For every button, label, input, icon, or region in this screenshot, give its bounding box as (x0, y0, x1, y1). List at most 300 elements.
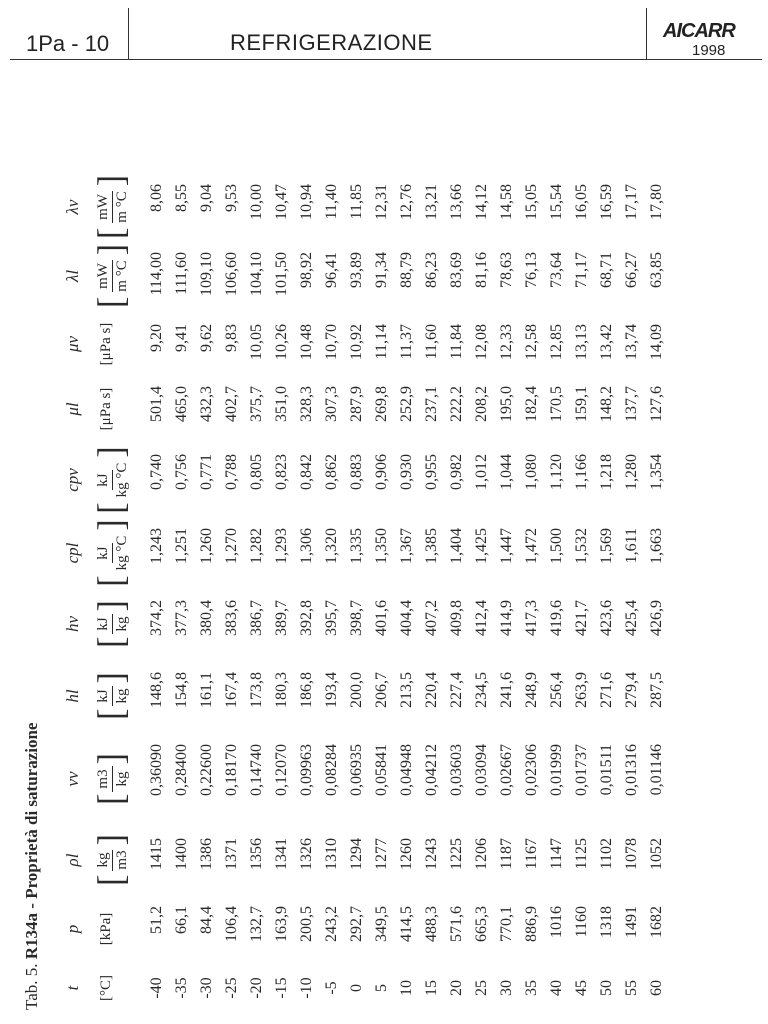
table-caption (22, 723, 42, 1010)
table-cell: 55 (623, 980, 640, 996)
unit-numerator: kJ (94, 686, 113, 705)
table-cell: 1,569 (598, 528, 615, 564)
table-cell: 1,425 (473, 528, 490, 564)
table-cell: 173,8 (248, 672, 265, 708)
table-cell: 1,044 (498, 454, 515, 490)
table-cell: 20 (448, 980, 465, 996)
table-cell: 186,8 (298, 672, 315, 708)
table-cell: 1,663 (648, 528, 665, 564)
table-cell: 386,7 (248, 600, 265, 636)
column-symbol: ρl (63, 853, 82, 867)
table-cell: 1,472 (523, 528, 540, 564)
table-cell: 9,04 (198, 184, 215, 212)
table-cell: 11,14 (373, 324, 390, 360)
column-values (144, 174, 669, 240)
table-cell: 1400 (173, 838, 190, 870)
table-cell: 0,862 (323, 454, 340, 490)
column-symbol: cpv (63, 468, 82, 492)
table-cell: 423,6 (598, 600, 615, 636)
table-cell: 200,0 (348, 672, 365, 708)
column-values (144, 376, 669, 442)
table-cell: 180,3 (273, 672, 290, 708)
table-cell: 9,53 (223, 184, 240, 212)
table-cell: 252,9 (398, 386, 415, 422)
table-cell: 161,1 (198, 672, 215, 708)
table-cell: 0,788 (223, 454, 240, 490)
column-values (144, 662, 669, 730)
unit-denominator: m °C (113, 191, 130, 223)
column-symbol: hv (63, 615, 82, 633)
table-cell: 1,166 (573, 454, 590, 490)
table-cell: 40 (548, 980, 565, 996)
table-cell: 1,404 (448, 528, 465, 564)
table-cell: 1,080 (523, 454, 540, 490)
table-cell: 148,6 (148, 672, 165, 708)
table-cell: 0,805 (248, 454, 265, 490)
table-cell: 14,12 (473, 184, 490, 220)
table-cell: 0,01316 (623, 744, 640, 796)
unit-numerator: kg (94, 850, 113, 871)
table-cell: 1,611 (623, 528, 640, 564)
table-cell: 127,6 (648, 386, 665, 422)
table-cell: 402,7 (223, 386, 240, 422)
table-cell: 1294 (348, 838, 365, 870)
table-cell: 1160 (573, 906, 590, 938)
column-unit (92, 966, 136, 1010)
column-unit: [ kg m3 ] (91, 834, 132, 886)
table-cell: 241,6 (498, 672, 515, 708)
table-cell: 84,4 (198, 906, 215, 934)
table-cell: 1,218 (598, 454, 615, 490)
table-cell: 137,7 (623, 386, 640, 422)
table-cell: 1277 (373, 838, 390, 870)
unit-denominator: m3 (113, 850, 130, 870)
column-values (144, 518, 669, 588)
table-cell: -25 (223, 977, 240, 999)
table-cell: 109,10 (198, 252, 215, 296)
table-cell: -20 (248, 977, 265, 999)
table-cell: 665,3 (473, 906, 490, 942)
table-cell: 1,367 (398, 528, 415, 564)
table-cell: 11,37 (398, 324, 415, 360)
table-cell: 269,8 (373, 386, 390, 422)
table-cell: 0,08284 (323, 744, 340, 796)
table-cell: 501,4 (148, 386, 165, 422)
table-cell: 1,260 (198, 528, 215, 564)
table-cell: 10,00 (248, 184, 265, 220)
table-cell: 1016 (548, 906, 565, 938)
table-cell: 0,906 (373, 454, 390, 490)
table-cell: 292,7 (348, 906, 365, 942)
table-cell: 111,60 (173, 252, 190, 295)
table-cell: 0,982 (448, 454, 465, 490)
table-cell: 1147 (548, 838, 565, 870)
table-cell: 571,6 (448, 906, 465, 942)
column-symbol: μv (63, 335, 82, 353)
table-cell: 0,02306 (523, 744, 540, 796)
table-cell: 98,92 (298, 252, 315, 288)
table-cell: 10,05 (248, 324, 265, 360)
table-cell: 88,79 (398, 252, 415, 288)
unit-numerator: m3 (94, 766, 113, 791)
table-cell: 1260 (398, 838, 415, 870)
column-values (144, 966, 669, 1010)
table-cell: 0,18170 (223, 744, 240, 796)
table-cell: 248,9 (523, 672, 540, 708)
table-cell: 0,01737 (573, 744, 590, 796)
table-cell: 10,48 (298, 324, 315, 360)
section-title: REFRIGERAZIONE (230, 30, 433, 55)
column-symbol: cpl (63, 542, 82, 564)
column-unit: [ kJ kg °C ] (91, 519, 132, 587)
column-values (144, 444, 669, 516)
table-cell: 16,59 (598, 184, 615, 220)
column-values (144, 734, 669, 824)
table-cell: 35 (523, 980, 540, 996)
caption-title: R134a - Proprietà di saturazione (22, 722, 41, 960)
table-cell: 0,03094 (473, 744, 490, 796)
table-cell: 1,243 (148, 528, 165, 564)
table-cell: 11,84 (448, 324, 465, 360)
table-cell: 263,9 (573, 672, 590, 708)
table-cell: -10 (298, 977, 315, 999)
table-cell: 0,842 (298, 454, 315, 490)
table-cell: 76,13 (523, 252, 540, 288)
table-cell: 208,2 (473, 386, 490, 422)
unit-numerator: mW (94, 260, 113, 292)
table-cell: 11,85 (348, 184, 365, 220)
table-cell: 8,06 (148, 184, 165, 212)
table-cell: 106,4 (223, 906, 240, 942)
column-symbol: μl (63, 402, 82, 416)
table-cell: 154,8 (173, 672, 190, 708)
column-values (144, 896, 669, 962)
unit-numerator: kJ (94, 614, 113, 633)
unit-label: [μPa s] (98, 322, 114, 366)
column-unit: [ kJ kg ] (91, 672, 132, 720)
table-cell: 12,85 (548, 324, 565, 360)
table-cell: 425,4 (623, 600, 640, 636)
table-cell: 12,31 (373, 184, 390, 220)
table-cell: 9,83 (223, 324, 240, 352)
unit-denominator: m °C (113, 260, 130, 292)
table-cell: 227,4 (448, 672, 465, 708)
table-cell: 12,08 (473, 324, 490, 360)
table-cell: 60 (648, 980, 665, 996)
header-divider-right (646, 8, 647, 60)
table-cell: 101,50 (273, 252, 290, 296)
table-cell: 0 (348, 984, 365, 992)
column-unit: [ mW m °C ] (91, 174, 132, 240)
table-cell: 10,26 (273, 324, 290, 360)
column-unit (92, 314, 136, 374)
table-cell: 50 (598, 980, 615, 996)
column-symbol: vv (63, 771, 82, 787)
table-cell: 167,4 (223, 672, 240, 708)
table-cell: 25 (473, 980, 490, 996)
table-cell: 1,335 (348, 528, 365, 564)
table-cell: 9,62 (198, 324, 215, 352)
table-cell: 0,01999 (548, 744, 565, 796)
table-cell: 1,012 (473, 454, 490, 490)
table-cell: 159,1 (573, 386, 590, 422)
table-cell: 15,54 (548, 184, 565, 220)
table-cell: 45 (573, 980, 590, 996)
table-cell: 1,306 (298, 528, 315, 564)
table-cell: 414,9 (498, 600, 515, 636)
table-cell: 30 (498, 980, 515, 996)
table-cell: 380,4 (198, 600, 215, 636)
table-cell: 51,2 (148, 906, 165, 934)
table-cell: 1415 (148, 838, 165, 870)
table-cell: 17,17 (623, 184, 640, 220)
table-cell: 78,63 (498, 252, 515, 288)
table-cell: 465,0 (173, 386, 190, 422)
table-cell: 0,756 (173, 454, 190, 490)
table-cell: 91,34 (373, 252, 390, 288)
table-cell: 93,89 (348, 252, 365, 288)
table-cell: 182,4 (523, 386, 540, 422)
table-cell: 404,4 (398, 600, 415, 636)
table-cell: 398,7 (348, 600, 365, 636)
page-number: 1Pa - 10 (26, 31, 110, 56)
column-values (144, 242, 669, 310)
table-cell: 414,5 (398, 906, 415, 942)
table-cell: 71,17 (573, 252, 590, 288)
table-cell: 1225 (448, 838, 465, 870)
table-cell: 407,2 (423, 600, 440, 636)
table-cell: 279,4 (623, 672, 640, 708)
table-cell: 0,28400 (173, 744, 190, 796)
table-cell: 14,09 (648, 324, 665, 360)
table-cell: 1,350 (373, 528, 390, 564)
table-cell: 114,00 (148, 252, 165, 296)
column-unit (92, 896, 136, 962)
table-cell: 1,251 (173, 528, 190, 564)
table-cell: 14,58 (498, 184, 515, 220)
column-unit: [ kJ kg °C ] (91, 446, 132, 514)
table-cell: 1318 (598, 906, 615, 938)
table-cell: 287,5 (648, 672, 665, 708)
table-cell: 0,09963 (298, 744, 315, 796)
column-values (144, 314, 669, 374)
page-header (0, 0, 768, 66)
table-cell: 0,930 (398, 454, 415, 490)
table-cell: 13,74 (623, 324, 640, 360)
table-cell: 237,1 (423, 386, 440, 422)
table-cell: 68,71 (598, 252, 615, 288)
table-cell: 351,0 (273, 386, 290, 422)
table-cell: 0,04212 (423, 744, 440, 796)
table-cell: 148,2 (598, 386, 615, 422)
table-cell: 412,4 (473, 600, 490, 636)
column-symbol: hl (63, 689, 82, 703)
unit-label: [kPa] (98, 912, 114, 946)
table-cell: 222,2 (448, 386, 465, 422)
column-unit: [ mW m °C ] (91, 243, 132, 309)
table-cell: 1386 (198, 838, 215, 870)
table-cell: 1243 (423, 838, 440, 870)
table-cell: 11,40 (323, 184, 340, 220)
table-cell: 0,740 (148, 454, 165, 490)
table-cell: 488,3 (423, 906, 440, 942)
unit-denominator: kg (113, 688, 130, 704)
table-cell: -30 (198, 977, 215, 999)
unit-denominator: kg (113, 771, 130, 787)
unit-numerator: kJ (94, 543, 113, 562)
table-cell: 10 (398, 980, 415, 996)
table-cell: 417,3 (523, 600, 540, 636)
table-cell: 328,3 (298, 386, 315, 422)
table-cell: 66,1 (173, 906, 190, 934)
table-cell: 1,270 (223, 528, 240, 564)
table-cell: 0,883 (348, 454, 365, 490)
table-cell: 426,9 (648, 600, 665, 636)
table-cell: 432,3 (198, 386, 215, 422)
table-cell: 200,5 (298, 906, 315, 942)
table-cell: 1187 (498, 838, 515, 870)
table-cell: 12,76 (398, 184, 415, 220)
table-cell: 1491 (623, 906, 640, 938)
table-cell: 12,58 (523, 324, 540, 360)
column-symbol: λl (63, 269, 82, 283)
table-cell: 1078 (623, 838, 640, 870)
table-cell: 193,4 (323, 672, 340, 708)
table-cell: 349,5 (373, 906, 390, 942)
table-cell: 1,120 (548, 454, 565, 490)
table-cell: 66,27 (623, 252, 640, 288)
table-cell: 1371 (223, 838, 240, 870)
table-cell: 13,66 (448, 184, 465, 220)
table-cell: 401,6 (373, 600, 390, 636)
table-cell: 307,3 (323, 386, 340, 422)
table-cell: 11,60 (423, 324, 440, 360)
table-cell: 9,20 (148, 324, 165, 352)
table-cell: 1,532 (573, 528, 590, 564)
column-values (144, 590, 669, 658)
table-cell: 163,9 (273, 906, 290, 942)
table-cell: 0,01511 (598, 744, 615, 796)
column-unit: [ kJ kg ] (91, 600, 132, 648)
table-cell: 81,16 (473, 252, 490, 288)
column-values (144, 828, 669, 892)
table-cell: 15 (423, 980, 440, 996)
column-symbol: t (63, 985, 82, 991)
table-cell: 1,354 (648, 454, 665, 490)
table-cell: 86,23 (423, 252, 440, 288)
table-cell: 1,385 (423, 528, 440, 564)
table-cell: 10,70 (323, 324, 340, 360)
table-cell: 377,3 (173, 600, 190, 636)
table-cell: 16,05 (573, 184, 590, 220)
table-cell: 10,94 (298, 184, 315, 220)
table-cell: 1326 (298, 838, 315, 870)
table-cell: 104,10 (248, 252, 265, 296)
table-cell: 0,22600 (198, 744, 215, 796)
table-cell: 13,42 (598, 324, 615, 360)
header-rule (10, 59, 762, 60)
table-cell: -35 (173, 977, 190, 999)
table-cell: 1102 (598, 838, 615, 870)
table-cell: 13,13 (573, 324, 590, 360)
table-cell: 1,447 (498, 528, 515, 564)
table-cell: 195,0 (498, 386, 515, 422)
table-cell: 1,280 (623, 454, 640, 490)
table-cell: 0,05841 (373, 744, 390, 796)
table-cell: 389,7 (273, 600, 290, 636)
table-cell: 5 (373, 984, 390, 992)
unit-denominator: kg °C (113, 462, 130, 498)
table-cell: 243,2 (323, 906, 340, 942)
table-cell: 15,05 (523, 184, 540, 220)
unit-denominator: kg °C (113, 535, 130, 571)
table-cell: 0,04948 (398, 744, 415, 796)
table-cell: 13,21 (423, 184, 440, 220)
table-cell: 1167 (523, 838, 540, 870)
header-divider-left (128, 8, 129, 60)
table-cell: 0,06935 (348, 744, 365, 796)
table-cell: 1,293 (273, 528, 290, 564)
table-cell: 375,7 (248, 386, 265, 422)
table-cell: 886,9 (523, 906, 540, 942)
unit-numerator: kJ (94, 470, 113, 489)
caption-prefix: Tab. 5. (22, 959, 41, 1010)
unit-numerator: mW (94, 191, 113, 223)
table-cell: 63,85 (648, 252, 665, 288)
table-cell: 0,12070 (273, 744, 290, 796)
table-cell: 1125 (573, 838, 590, 870)
table-cell: 96,41 (323, 252, 340, 288)
table-cell: 0,36090 (148, 744, 165, 796)
table-cell: 419,6 (548, 600, 565, 636)
table-cell: 213,5 (398, 672, 415, 708)
table-cell: 1356 (248, 838, 265, 870)
column-symbol: λv (63, 199, 82, 215)
table-cell: 9,41 (173, 324, 190, 352)
table-cell: 12,33 (498, 324, 515, 360)
table-cell: 383,6 (223, 600, 240, 636)
table-cell: -15 (273, 977, 290, 999)
table-cell: 374,2 (148, 600, 165, 636)
table-cell: 1682 (648, 906, 665, 938)
table-cell: 234,5 (473, 672, 490, 708)
table-cell: 0,01146 (648, 744, 665, 796)
unit-label: [μPa s] (98, 387, 114, 431)
table-cell: 0,823 (273, 454, 290, 490)
table-cell: 220,4 (423, 672, 440, 708)
table-cell: 0,771 (198, 454, 215, 490)
table-cell: 1206 (473, 838, 490, 870)
table-cell: 10,92 (348, 324, 365, 360)
table-cell: 0,955 (423, 454, 440, 490)
table-cell: -40 (148, 977, 165, 999)
table-cell: 256,4 (548, 672, 565, 708)
table-cell: 395,7 (323, 600, 340, 636)
table-cell: 421,7 (573, 600, 590, 636)
table-cell: 170,5 (548, 386, 565, 422)
table-cell: 1310 (323, 838, 340, 870)
column-unit (92, 376, 136, 442)
table-cell: 0,02667 (498, 744, 515, 796)
table-cell: 409,8 (448, 600, 465, 636)
table-cell: 8,55 (173, 184, 190, 212)
table-cell: 10,47 (273, 184, 290, 220)
table-cell: 1341 (273, 838, 290, 870)
table-cell: 206,7 (373, 672, 390, 708)
table-cell: 1052 (648, 838, 665, 870)
table-cell: 392,8 (298, 600, 315, 636)
table-cell: -5 (323, 981, 340, 995)
